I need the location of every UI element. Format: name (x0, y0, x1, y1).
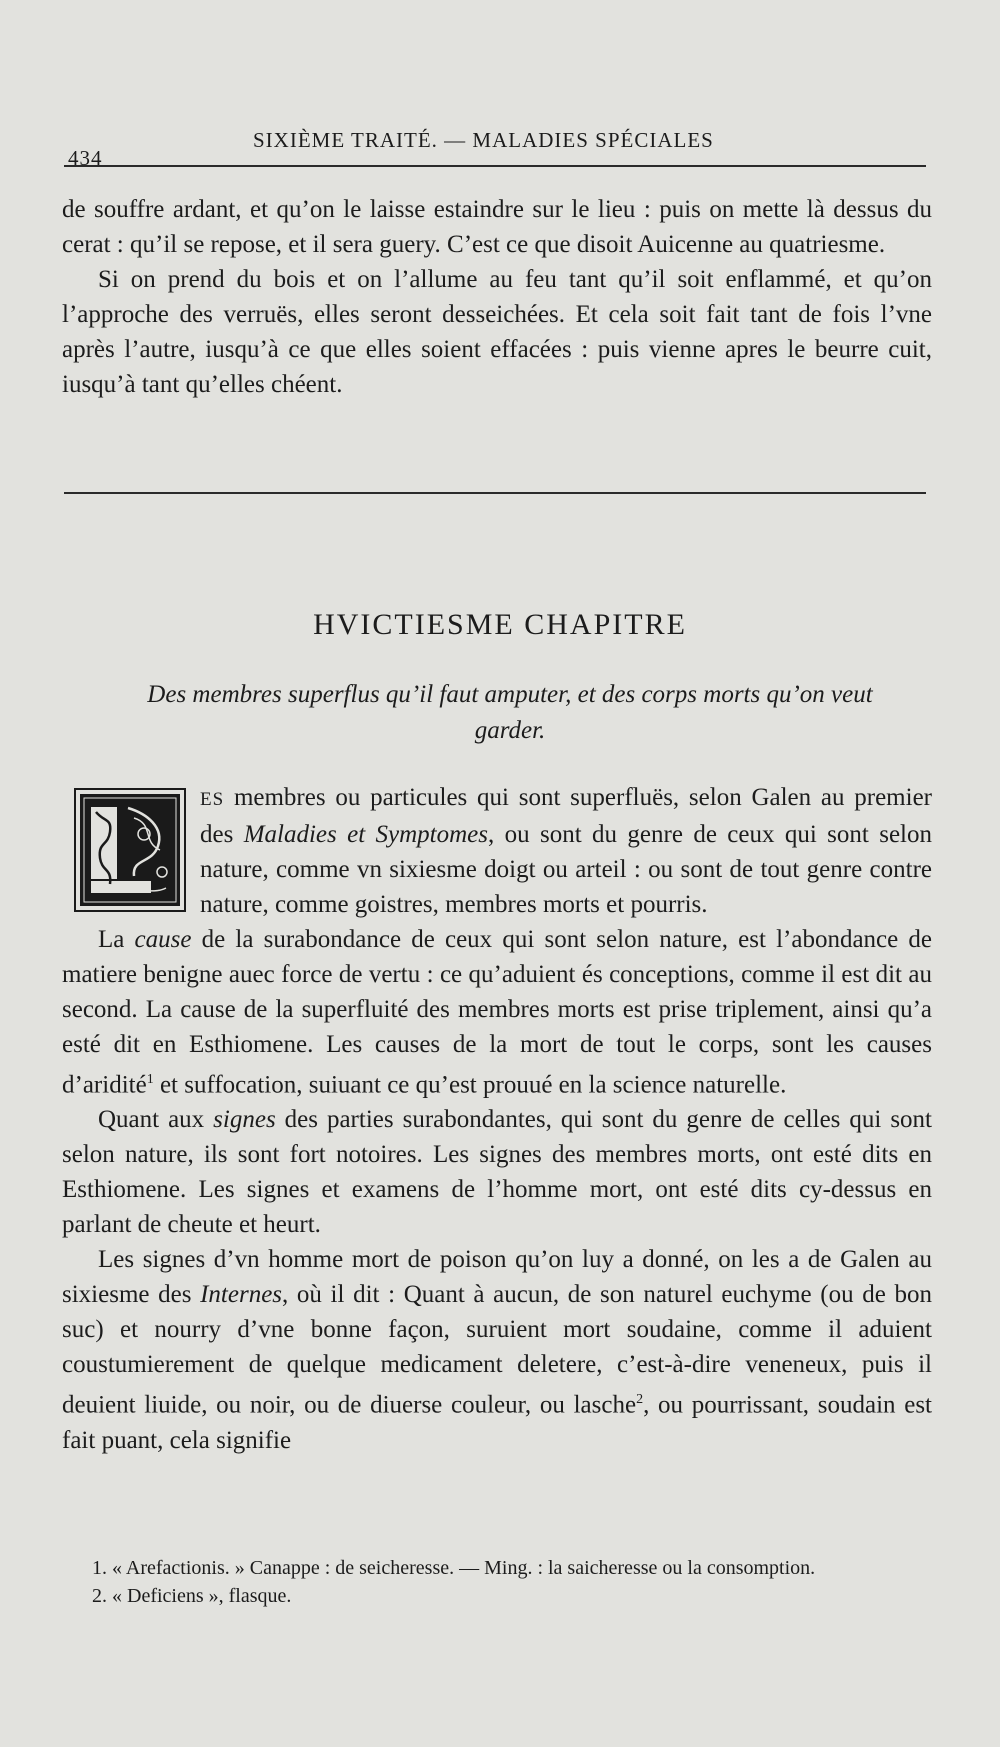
keyword: cause (134, 926, 192, 953)
paragraph: Si on prend du bois et on l’allume au feu tant qu’il soit enflammé, et qu’on l’approche des verruës, elles seront desseichées. Et cela soit fait tant de fois l’vne après l’autre, iusqu’à ce que elles soient effacées : puis vienne apres le beurre cuit, iusqu’à tant qu’elles chéent. (62, 266, 932, 398)
footnote-ref[interactable]: 1 (146, 1072, 154, 1087)
page-number: 434 (68, 146, 103, 170)
chapter-subtitle: Des membres superflus qu’il faut amputer, et des corps morts qu’on veut garder. (147, 681, 873, 744)
dropcap-continuation: ES (200, 789, 225, 810)
paragraph: Les signes d’vn homme mort de poison qu’on luy a donné, on les a de Galen au sixiesme des Internes, où il dit : Quant à aucun, de son naturel euchyme (ou de bon suc) et nourry d’vne bonne façon, suruient mort soudaine, comme il aduient coustumierement de quelque medicament deletere, c’est-à-dire veneneux, puis il deuient liuide, ou noir, ou de diuerse couleur, ou lasche$^2$, ou pourrissant, soudain est fait puant, cela signifie (62, 1246, 932, 1454)
ornamental-initial-l-icon (74, 788, 186, 912)
header-rule (64, 165, 926, 167)
book-title: Maladies et Symptomes (243, 821, 489, 848)
footnote: 2. « Deficiens », flasque. (92, 1585, 292, 1607)
section-rule (64, 492, 926, 494)
page-header (68, 118, 928, 170)
footnote-ref[interactable]: 2 (636, 1392, 644, 1408)
chapter-title: HVICTIESME CHAPITRE (313, 608, 687, 641)
paragraph: Quant aux signes des parties surabondantes, qui sont du genre de celles qui sont selon nature, ils sont fort notoires. Les signes des membres morts, ont esté dits en Esthiomene. Les signes et examens de l’homme mort, ont esté dits cy-dessus en parlant de cheute et heurt. (62, 1106, 932, 1239)
paragraph: La cause de la surabondance de ceux qui sont selon nature, est l’abondance de matiere benigne auec force de vertu : ce qu’aduient és conceptions, comme il est dit au second. La cause de la superfluité des membres morts est prise triplement, ainsi qu’a esté dit en Esthiomene. Les causes de la mort de tout le corps, sont les causes d’aridité$^1$ et suffocation, suiuant ce qu’est prouué en la science naturelle. (62, 926, 932, 1099)
paragraph: de souffre ardant, et qu’on le laisse estaindre sur le lieu : puis on mette là dessus du cerat : qu’il se repose, et il sera guery. C’est ce que disoit Auicenne au quatriesme. (62, 196, 932, 258)
chapter-body (62, 780, 932, 1458)
book-title: Internes (200, 1281, 283, 1309)
footnotes (92, 1554, 942, 1610)
running-head: SIXIÈME TRAITÉ. — MALADIES SPÉCIALES (253, 128, 714, 152)
footnote: 1. « Arefactionis. » Canappe : de seicheresse. — Ming. : la saicheresse ou la consomption. (92, 1557, 816, 1579)
keyword: signes (213, 1106, 276, 1134)
previous-chapter-text (62, 192, 932, 402)
paragraph: ES membres ou particules qui sont superfluës, selon Galen au premier des Maladies et Symptomes, ou sont du genre de ceux qui sont selon nature, comme vn sixiesme doigt ou arteil : ou sont de tout genre contre nature, comme goistres, membres morts et pourris. (62, 780, 932, 922)
